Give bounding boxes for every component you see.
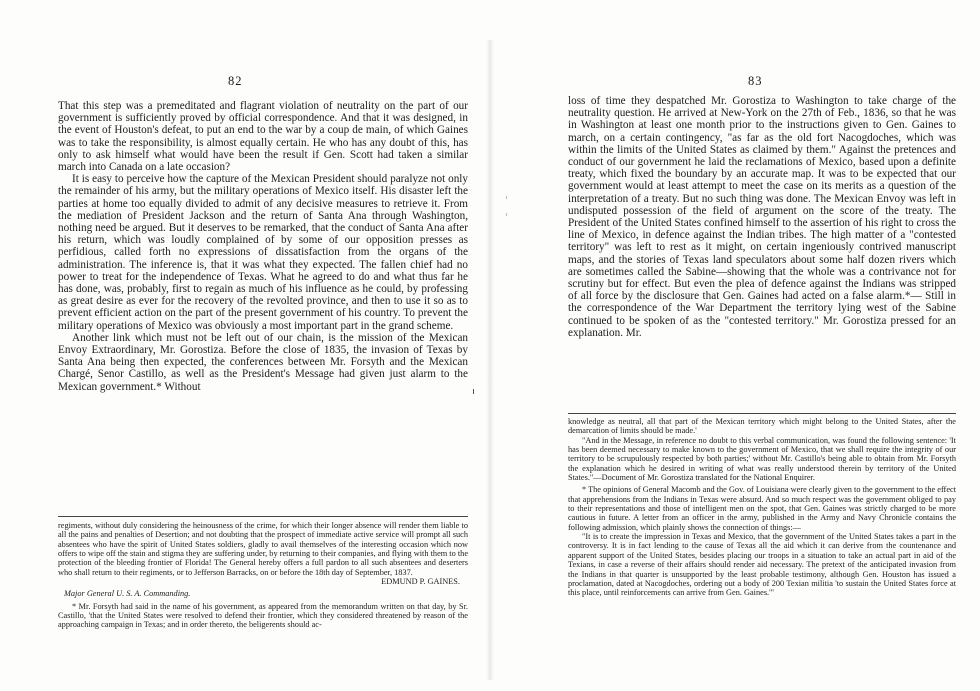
left-body-text — [58, 100, 468, 393]
footnote-signature: EDMUND P. GAINES. — [381, 577, 460, 587]
footnote-signature-title: Major General U. S. A. Commanding. — [64, 589, 191, 599]
left-paragraph-3: Another link which must not be left out of our chain, is the mission of the Mexican Envoy Extraordinary, Mr. Gorostiza. Before the close of 1835, the invasion of Texas by Santa Ana being then expected, the conferences between Mr. Forsyth and the Mexican Chargé, Senor Castillo, as well as the President's Message had given just alarm to the Mexican government.* Without — [58, 331, 468, 393]
left-footnotes — [58, 521, 468, 630]
right-page-number: 83 — [748, 74, 763, 88]
right-body-text — [568, 95, 956, 339]
left-footnote-rule — [58, 516, 468, 517]
left-page-number: 82 — [228, 74, 243, 88]
right-footnote-quote: "It is to create the impression in Texas and Mexico, that the government of the United States takes a part in the controversy. It is in fact lending to the cause of Texas all the aid which it can derive from the countenance and apparent support of the United States, besides placing our troops in a situation to take an actual part in aid of the Texians, in case a reverse of their affairs should render aid necessary. The pretext of the anticipated invasion from the Indians in that quarter is unsupported by the least probable testimony, although Gen. Houston has issued a proclamation, dated at Nacogdoches, ordering out a body of 200 Texian militia 'to sustain the United States force at this place, until reinforcements can arrive from Gen. Gaines.'" — [568, 532, 956, 598]
left-paragraph-2: It is easy to perceive how the capture of the Mexican President should paralyze not only the remainder of his army, but the military operations of Mexico itself. His disaster left the parties at home too equally divided to admit of any decisive measures to retrieve it. From the mediation of President Jackson and the return of Santa Ana through Washington, nothing need be argued. But it deserves to be remarked, that the conduct of Santa Ana after his return, which was loudly complained of by some of our opposition presses as perfidious, called forth no expressions of dissatisfaction from the organs of the administration. The inference is, that it was what they expected. The fallen chief had no power to treat for the independence of Texas. What he agreed to do and what thus far he has done, was, probably, first to regain as much of his influence as he could, by professing as great desire as ever for the recovery of the revolted province, and then to use it so as to prevent efficient action on the part of the present government of his country. To prevent the military operations of Mexico was obviously a most important part in the grand scheme. — [58, 173, 468, 332]
right-footnotes — [568, 417, 956, 598]
right-footnote-message: "And in the Message, in reference no doubt to this verbal communication, was found the following sentence: 'It has been deemed necessary to make known to the government of Mexico, that we shall require the integrity of our territory to be scrupulously respected by both parties;' without Mr. Castillo's being able to obtain from Mr. Forsyth the explanation which he desired in writing of what was really understood therein by territory of the United States."—Document of Mr. Gorostiza translated for the National Enquirer. — [568, 435, 956, 483]
left-footnote-continuation: regiments, without duly considering the heinousness of the crime, for which their longer absence will render them liable to all the pains and penalties of Desertion; and not doubting that the prospect of immediate active service will prompt all such absentees who have the spirit of United States soldiers, gladly to avail themselves of the interesting occasion which now offers to wipe off the stain and stigma they are suffering under, by returning to their companies, and flying with them to the protection of the bleeding frontier of Florida! The General hereby offers a full pardon to all such absentees and deserters who shall return to their regiments, or to Jefferson Barracks, on or before the 18th day of September, 1837. — [58, 521, 468, 577]
left-paragraph-1: That this step was a premeditated and flagrant violation of neutrality on the part of our government is sufficiently proved by official correspondence. And that it was designed, in the event of Houston's defeat, to put an end to the war by a coup de main, of which Gaines was to take the responsibility, is almost equally certain. He who has any doubt of this, has only to ask himself what would have been the result if Gen. Scott had taken a similar march into Canada on a late occasion? — [58, 100, 468, 174]
right-footnote-star: * The opinions of General Macomb and the Gov. of Louisiana were clearly given to the government to the effect that apprehensions from the Indians in Texas were absurd. And so much respect was the government obliged to pay to their representations and those of intelligent men on the spot, that Gen. Gaines was strictly charged to be more cautious in future. A letter from an officer in the army, published in the Army and Navy Chronicle contains the following admission, which plainly shows the connection of things:— — [568, 485, 956, 532]
right-footnote-rule — [568, 413, 956, 414]
right-paragraph-1: loss of time they despatched Mr. Gorostiza to Washington to take charge of the neutrality question. He arrived at New-York on the 27th of Feb., 1836, so that he was in Washington at least one month prior to the instructions given to Gen. Gaines to march, on a certain contingency, "as far as the old fort Nacogdoches, which was within the limits of the United States as claimed by them." Against the pretences and conduct of our government he laid the reclamations of Mexico, based upon a definite treaty, which fixed the boundary by an accurate map. It was to be expected that our government would at least attempt to meet the case on its merits as a question of the interpretation of a treaty. But no such thing was done. The Mexican Envoy was left in undisputed possession of the field of argument on the score of the treaty. The President of the United States confined himself to the assertion of his right to cross the line of Mexico, in defence against the Indian tribes. The high matter of a "contested territory" was left to rest as it might, on certain ingeniously contrived manuscript maps, and the stories of Texas land speculators about some half dozen rivers which are sometimes called the Sabine—showing that the whole was a contrivance not for scrutiny but for effect. But even the plea of defence against the Indians was stripped of all force by the disclosure that Gen. Gaines had acted on a false alarm.*— Still in the correspondence of the War Department the territory lying west of the Sabine continued to be spoken of as the "contested territory." Mr. Gorostiza pressed for an explanation. Mr. — [568, 95, 956, 339]
right-footnote-continuation: knowledge as neutral, all that part of the Mexican territory which might belong to the United States, after the demarcation of limits should be made.' — [568, 417, 956, 436]
right-page — [490, 0, 980, 691]
left-footnote-star: * Mr. Forsyth had said in the name of his government, as appeared from the memorandum written on that day, by Sr. Castillo, 'that the United States were resolved to defend their frontier, which they considered threatened by reason of the approaching campaign in Texas; and in order thereto, the beligerents should ac- — [58, 601, 468, 630]
